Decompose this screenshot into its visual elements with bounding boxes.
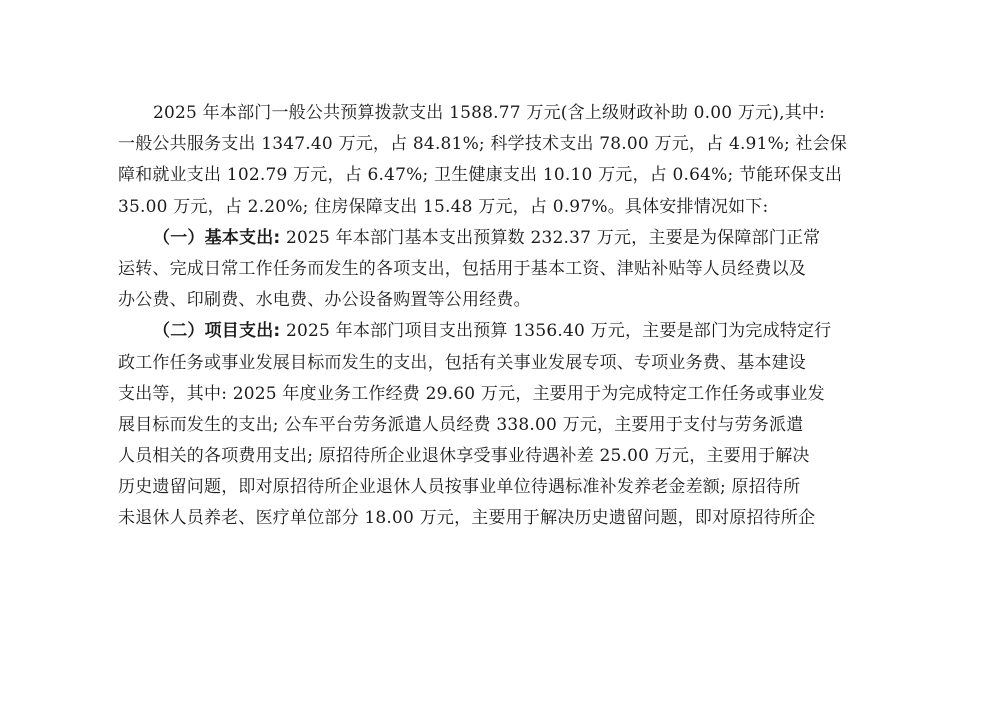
paragraph-line: 35.00 万元，占 2.20%; 住房保障支出 15.48 万元，占 0.97%。具体安排情况如下: (118, 196, 769, 217)
paragraph-line: 一般公共服务支出 1347.40 万元，占 84.81%; 科学技术支出 78.00 万元，占 4.91%; 社会保 (118, 134, 848, 155)
paragraph-line: 运转、完成日常工作任务而发生的各项支出，包括用于基本工资、津贴补贴等人员经费以及 (118, 258, 806, 279)
paragraph-line: 展目标而发生的支出; 公车平台劳务派遣人员经费 338.00 万元，主要用于支付与劳务派遣 (118, 414, 804, 435)
basic-expenditure-paragraph (118, 223, 888, 317)
paragraph-line: 历史遗留问题，即对原招待所企业退休人员按事业单位待遇标准补发养老金差额; 原招待所 (118, 477, 801, 498)
paragraph-first-line (118, 223, 888, 254)
basic-expenditure-heading: （一）基本支出: (153, 227, 281, 248)
paragraph-line: 支出等，其中: 2025 年度业务工作经费 29.60 万元，主要用于为完成特定工作任务或事业发 (118, 383, 825, 404)
project-expenditure-paragraph (118, 316, 888, 534)
document-page (118, 98, 888, 535)
paragraph-text: 2025 年本部门项目支出预算 1356.40 万元，主要是部门为完成特定行 (280, 321, 832, 342)
paragraph-line: 政工作任务或事业发展目标而发生的支出，包括有关事业发展专项、专项业务费、基本建设 (118, 352, 806, 373)
project-expenditure-heading: （二）项目支出: (153, 321, 281, 342)
paragraph-line: 2025 年本部门一般公共预算拨款支出 1588.77 万元(含上级财政补助 0.00 万元),其中: (153, 103, 826, 123)
paragraph-line: 办公费、印刷费、水电费、办公设备购置等公用经费。 (118, 290, 531, 311)
paragraph-text: 2025 年本部门基本支出预算数 232.37 万元，主要是为保障部门正常 (280, 227, 821, 248)
paragraph-line: 未退休人员养老、医疗单位部分 18.00 万元，主要用于解决历史遗留问题，即对原招待所企 (118, 508, 816, 529)
budget-summary-paragraph (118, 98, 888, 223)
paragraph-line: 人员相关的各项费用支出; 原招待所企业退休享受事业待遇补差 25.00 万元，主要用于解决 (118, 446, 810, 467)
paragraph-line: 障和就业支出 102.79 万元，占 6.47%; 卫生健康支出 10.10 万元，占 0.64%; 节能环保支出 (118, 165, 843, 186)
paragraph-first-line (118, 316, 888, 347)
